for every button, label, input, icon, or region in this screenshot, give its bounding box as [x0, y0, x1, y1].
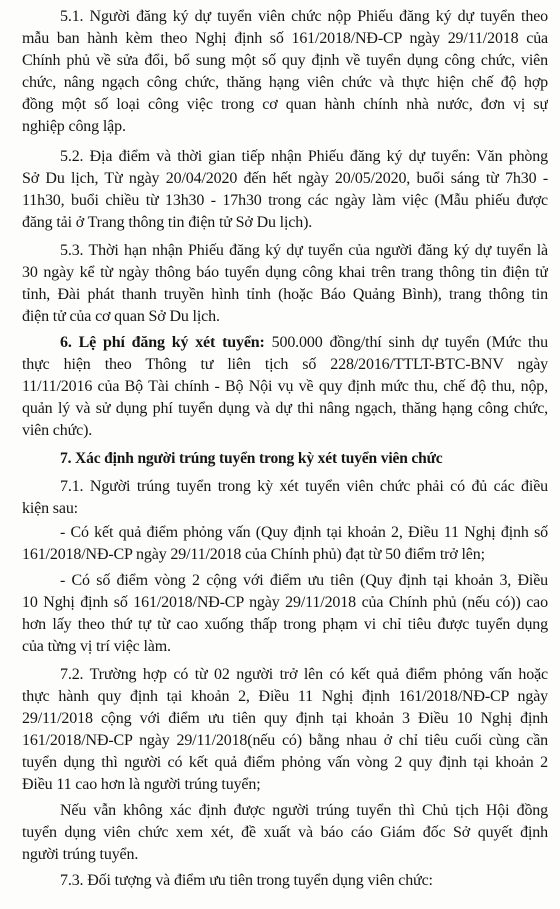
- text-line: 161/2018/NĐ-CP ngày 29/11/2018 của Chính phủ) đạt từ 50 điểm trở lên;: [22, 546, 485, 563]
- paragraph-5-1: [0, 6, 560, 138]
- section-text: 500.000 đồng/thí sinh dự tuyển (Mức thu: [271, 334, 548, 351]
- text-line: đồng một số loại công việc trong cơ quan hành chính nhà nước, đơn vị sự: [22, 96, 548, 113]
- text-line: 7.2. Trường hợp có từ 02 người trở lên có kết quả điểm phỏng vấn hoặc: [60, 666, 548, 683]
- text-line: 7.3. Đối tượng và điểm ưu tiên trong tuyển dụng viên chức:: [60, 872, 433, 889]
- paragraph-7-2-b: [0, 800, 560, 866]
- text-line: Điều 11 cao hơn là người trúng tuyển;: [22, 776, 261, 793]
- text-line: người trúng tuyển.: [22, 846, 139, 863]
- paragraph-7-1-b: [0, 570, 560, 658]
- section-heading: 6. Lệ phí đăng ký xét tuyển:: [60, 334, 265, 351]
- text-line: thực hành quy định tại khoản 2, Điều 11 Nghị định 161/2018/NĐ-CP ngày: [22, 688, 548, 705]
- text-line: 5.2. Địa điểm và thời gian tiếp nhận Phiếu đăng ký dự tuyển: Văn phòng: [60, 148, 548, 165]
- text-line: điện tử của cơ quan Sở Du lịch.: [22, 308, 220, 325]
- text-line: 11/11/2016 của Bộ Tài chính - Bộ Nội vụ về quy định mức thu, chế độ thu, nộp,: [22, 378, 548, 395]
- text-line: - Có số điểm vòng 2 cộng với điểm ưu tiên (Quy định tại khoản 3, Điều: [60, 572, 548, 589]
- paragraph-5-3: [0, 240, 560, 328]
- text-line: 7.1. Người trúng tuyển trong kỳ xét tuyển viên chức phải có đủ các điều: [60, 478, 548, 495]
- paragraph-7-3: [0, 870, 560, 892]
- text-line: kiện sau:: [22, 500, 78, 517]
- text-line: 11h30, buổi chiều từ 13h30 - 17h30 trong các ngày làm việc (Mẫu phiếu được: [22, 192, 548, 209]
- text-line: hơn lấy theo thứ tự từ cao xuống thấp trong phạm vi chỉ tiêu được tuyển dụng: [22, 616, 548, 633]
- text-line: Chính phủ về sửa đổi, bổ sung một số quy định về tuyển dụng công chức, viên: [22, 52, 548, 69]
- text-line: viên chức).: [22, 422, 93, 439]
- text-line: 10 Nghị định số 161/2018/NĐ-CP ngày 29/11/2018 của Chính phủ (nếu có)) cao: [22, 594, 548, 611]
- text-line: 30 ngày kể từ ngày thông báo tuyển dụng công khai trên trang thông tin điện tử: [22, 264, 548, 281]
- text-line: 5.1. Người đăng ký dự tuyển viên chức nộp Phiếu đăng ký dự tuyển theo: [60, 8, 548, 25]
- text-line: 29/11/2018 cộng với điểm ưu tiên quy định tại khoản 3 Điều 10 Nghị định: [22, 710, 548, 727]
- text-line: tuyển dụng viên chức xem xét, đề xuất và báo cáo Giám đốc Sở quyết định: [22, 824, 548, 841]
- text-line: nghiệp công lập.: [22, 118, 126, 135]
- text-line: Nếu vẫn không xác định được người trúng tuyển thì Chủ tịch Hội đồng: [60, 802, 548, 819]
- text-line: của từng vị trí việc làm.: [22, 638, 171, 655]
- paragraph-7-1: [0, 476, 560, 520]
- text-line: tỉnh, Đài phát thanh truyền hình tỉnh (hoặc Báo Quảng Bình), trang thông tin: [22, 286, 548, 303]
- text-line: mẫu ban hành kèm theo Nghị định số 161/2018/NĐ-CP ngày 29/11/2018 của: [22, 30, 548, 47]
- text-line: thực hiện theo Thông tư liên tịch số 228/2016/TTLT-BTC-BNV ngày: [22, 356, 548, 373]
- text-line: [60, 332, 548, 354]
- section-6-fee: [0, 332, 560, 442]
- text-line: đăng tải ở Trang thông tin điện tử Sở Du lịch).: [22, 214, 313, 231]
- paragraph-7-2: [0, 664, 560, 796]
- section-heading: 7. Xác định người trúng tuyển trong kỳ xét tuyển viên chức: [60, 450, 443, 467]
- text-line: tuyển dụng thì người có kết quả điểm phỏng vấn vòng 2 quy định tại khoản 2: [22, 754, 548, 771]
- text-line: chức, nâng ngạch công chức, thăng hạng viên chức và thực hiện chế độ hợp: [22, 74, 548, 91]
- section-7-heading: [0, 448, 560, 470]
- paragraph-5-2: [0, 146, 560, 234]
- text-line: 5.3. Thời hạn nhận Phiếu đăng ký dự tuyển của người đăng ký dự tuyển là: [60, 242, 548, 259]
- text-line: Sở Du lịch, Từ ngày 20/04/2020 đến hết ngày 20/05/2020, buổi sáng từ 7h30 -: [22, 170, 548, 187]
- text-line: 161/2018/NĐ-CP ngày 29/11/2018(nếu có) bằng nhau ở chỉ tiêu cuối cùng cần: [22, 732, 548, 749]
- text-line: quản lý và sử dụng phí tuyển dụng và dự thi nâng ngạch, thăng hạng công chức,: [22, 400, 548, 417]
- paragraph-7-1-a: [0, 522, 560, 566]
- text-line: - Có kết quả điểm phỏng vấn (Quy định tại khoản 2, Điều 11 Nghị định số: [60, 524, 548, 541]
